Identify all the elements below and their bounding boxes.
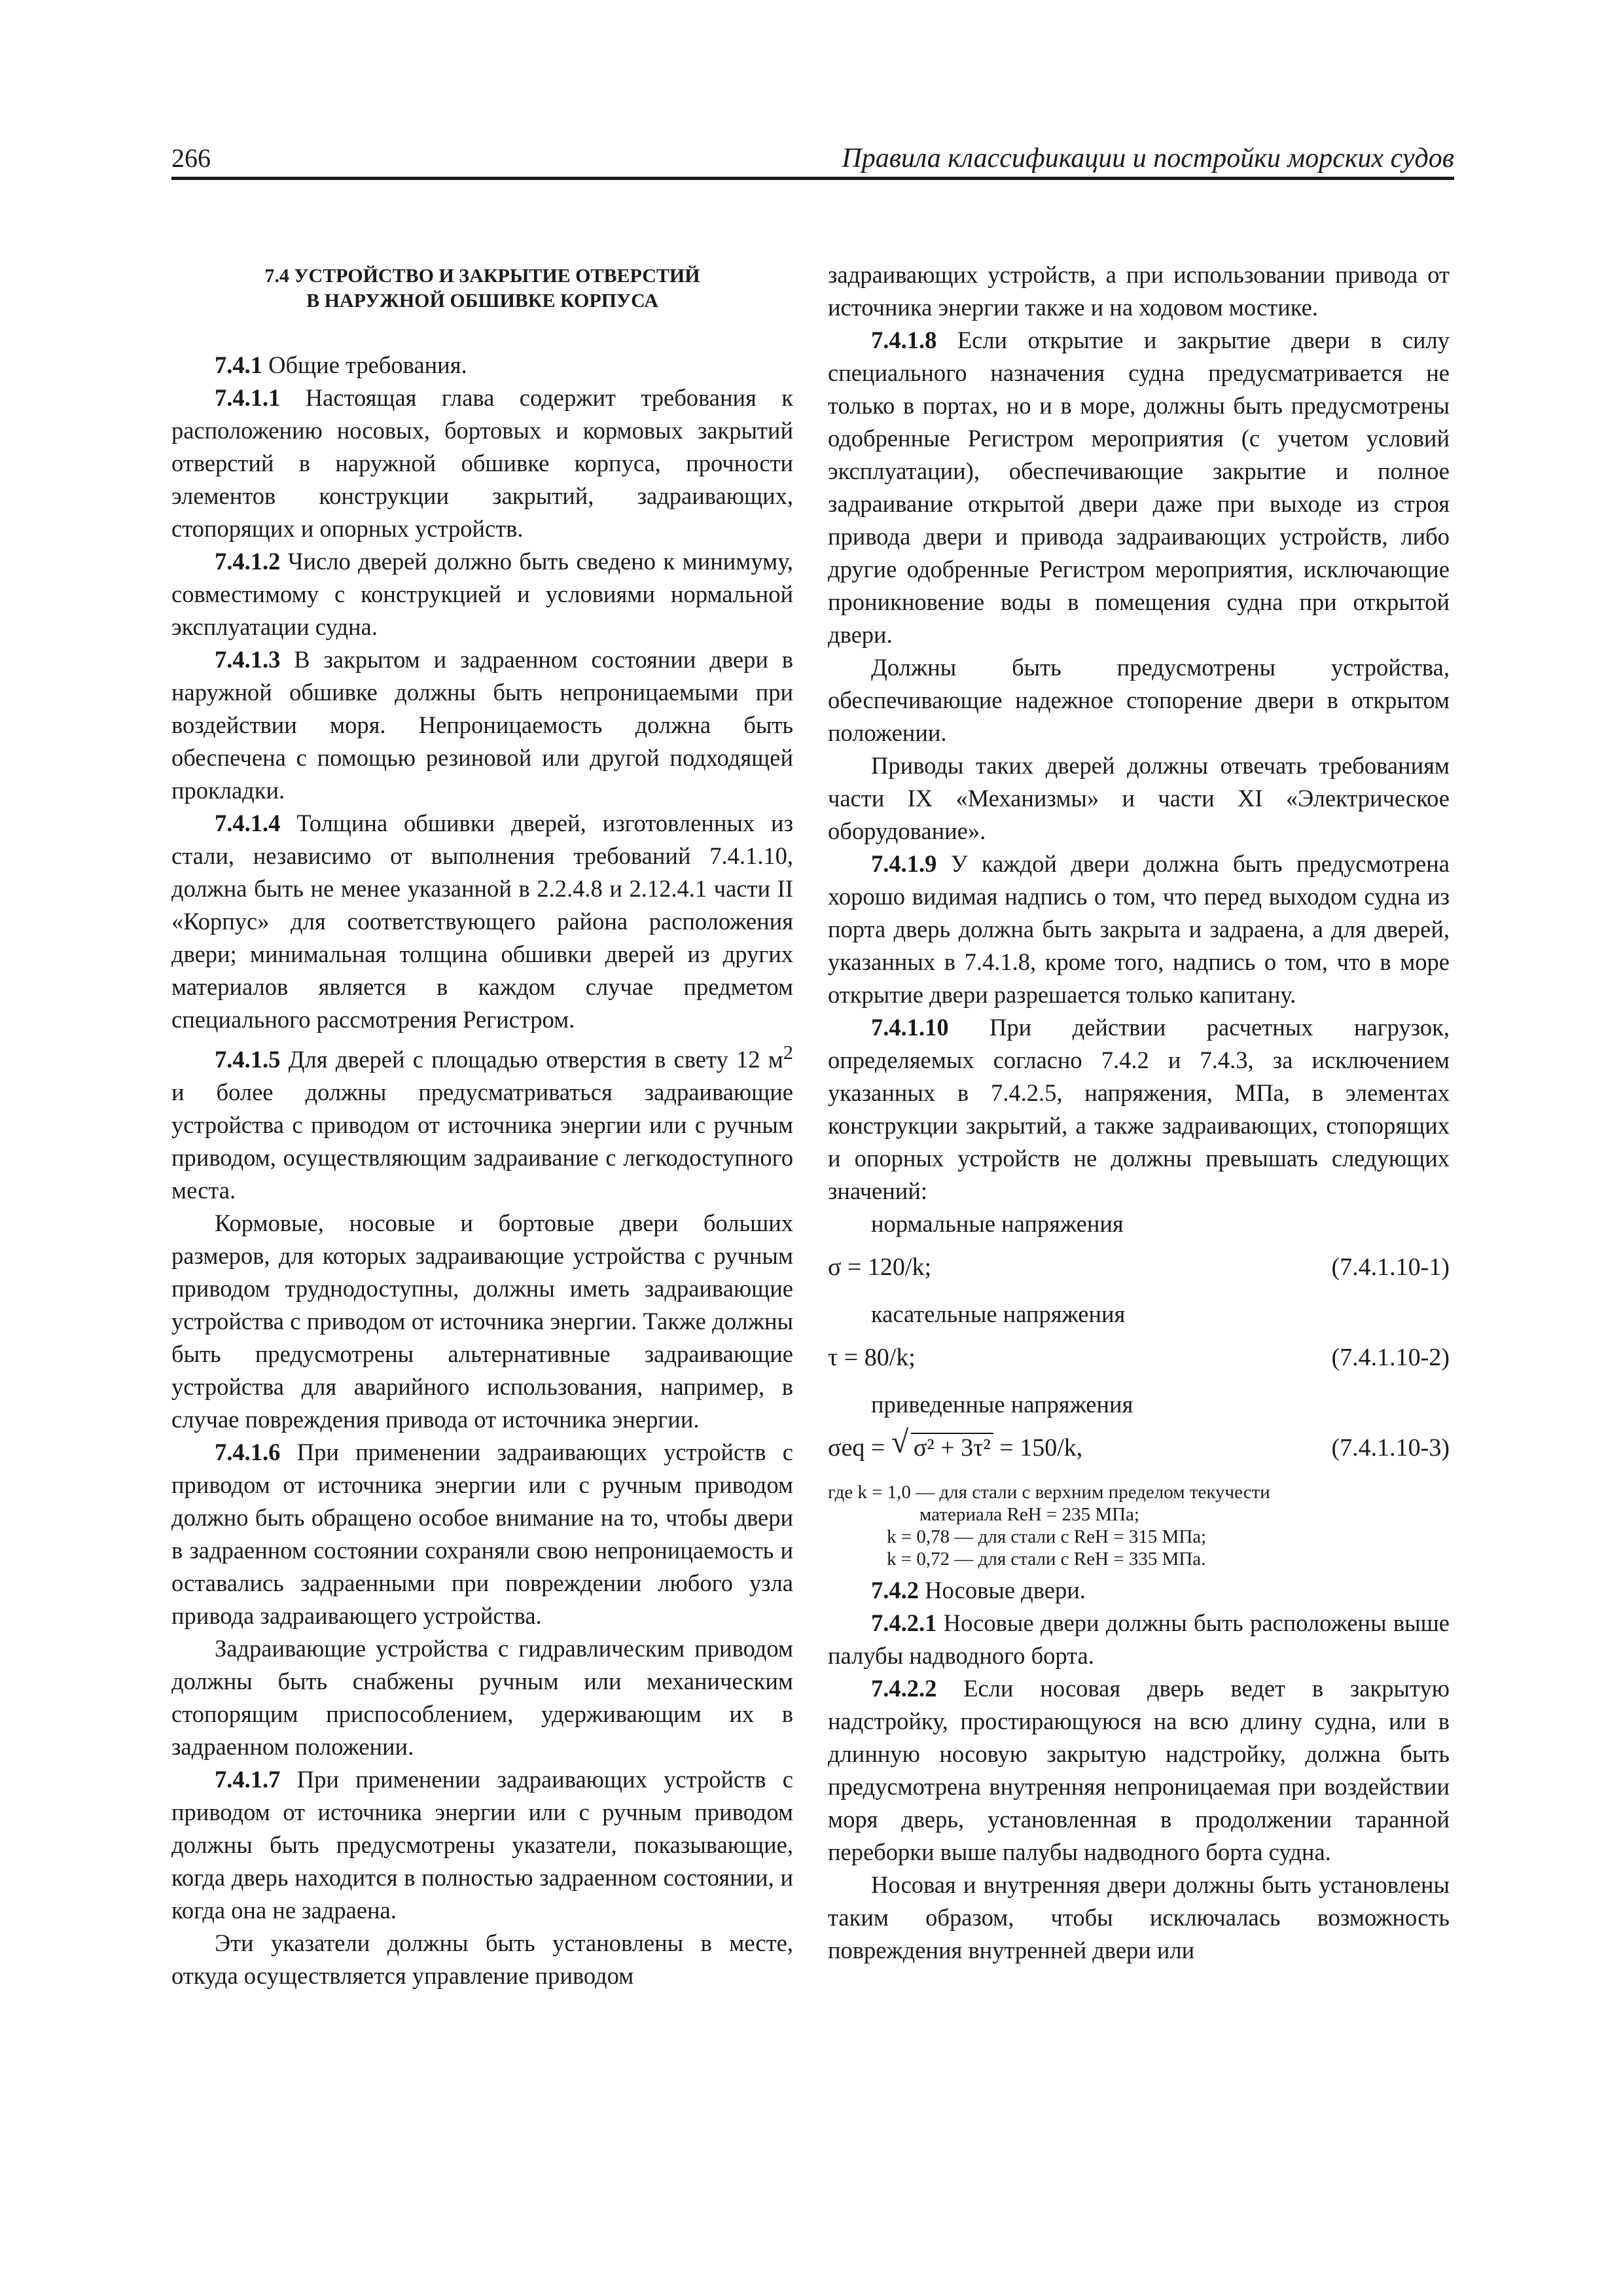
paragraph-text: Настоящая глава содержит требования к расположению носовых, бортовых и кормовых закрытий отверстий в наружной обшивке корпуса, прочности элементов конструкции закрытий, задраивающих, стопорящих и опорных устройств. [171,384,793,542]
paragraph-text: Если носовая дверь ведет в закрытую надстройку, простирающуюся на всю длину судна, или в длинную носовую закрытую надстройку, должна быть предусмотрена внутренняя непроницаемая при воздействии моря дверь, установленная в продолжении таранной переборки выше палубы надводного борта судна. [828,1675,1450,1865]
formula-legend [828,1481,1450,1570]
paragraph-text: Носовые двери. [919,1577,1086,1604]
paragraph-stern-doors: Кормовые, носовые и бортовые двери больших размеров, для которых задраивающие устройства с ручным приводом труднодоступны, должны иметь задраивающие устройства с приводом от источника энергии. Также должны быть предусмотрены альтернативные задраивающие устройства для аварийного использования, например, в случае повреждения привода от источника энергии. [171,1210,793,1433]
formula-3-number: (7.4.1.10-3) [1331,1434,1450,1462]
label-normal-stress: нормальные напряжения [871,1210,1124,1237]
formula-2-expression: τ = 80/k; [828,1344,916,1371]
paragraph-locking: Должны быть предусмотрены устройства, обеспечивающие надежное стопорение двери в открытом положении. [828,654,1450,746]
clause-number: 7.4.1.5 [215,1046,281,1073]
left-column [171,259,793,1992]
formula-2-number: (7.4.1.10-2) [1331,1344,1450,1371]
clause-number: 7.4.1.6 [215,1439,281,1466]
clause-number: 7.4.1.3 [215,646,281,673]
superscript: 2 [783,1041,793,1064]
paragraph-7-4-1-3 [171,643,793,807]
section-heading [171,264,793,314]
clause-number: 7.4.1 [215,351,262,378]
paragraph-text: При применении задраивающих устройств с приводом от источника энергии или с ручным приводом должны быть предусмотрены указатели, показывающие, когда дверь находится в полностью задраенном состоянии, и когда она не задраена. [171,1766,793,1924]
formula-3 [828,1425,1450,1477]
paragraph-7-4-1-1 [171,382,793,545]
paragraph-text: При действии расчетных нагрузок, определяемых согласно 7.4.2 и 7.4.3, за исключением указанных в 7.4.2.5, напряжения, МПа, в элементах конструкции закрытий, а также задраивающих, стопорящих и опорных устройств не должны превышать следующих значений: [828,1014,1450,1204]
paragraph-hydraulic: Задраивающие устройства с гидравлическим приводом должны быть снабжены ручным или механическим стопорящим приспособлением, удерживающим их в задраенном положении. [171,1635,793,1761]
formula-3-rhs: = 150/k, [993,1434,1083,1462]
paragraph-text: У каждой двери должна быть предусмотрена хорошо видимая надпись о том, что перед выходом судна из порта дверь должна быть закрыта и задраена, а для дверей, указанных в 7.4.1.8, кроме того, надпись о том, что в море открытие двери разрешается только капитану. [828,850,1450,1008]
radicand: σ² + 3τ² [911,1433,993,1462]
legend-line-4: k = 0,72 — для стали с ReH = 335 МПа. [887,1549,1206,1570]
paragraph-7-4-1-6 [171,1436,793,1632]
label-shear-stress: касательные напряжения [871,1300,1126,1327]
right-column [828,259,1450,1967]
square-root [891,1425,993,1464]
formula-3-lhs: σeq = [828,1434,891,1462]
paragraph-text: Для дверей с площадью отверстия в свету 12 м [280,1046,783,1073]
clause-number: 7.4.2 [871,1577,919,1604]
clause-number: 7.4.1.9 [871,850,937,877]
paragraph-7-4-1-10 [828,1011,1450,1208]
formula-3-expression [828,1425,1083,1464]
clause-number: 7.4.1.8 [871,327,937,353]
label-reduced-stress: приведенные напряжения [871,1391,1133,1418]
paragraph-text: При применении задраивающих устройств с приводом от источника энергии или с ручным приводом должно быть обращено особое внимание на то, чтобы двери в задраенном состоянии сохраняли свою непроницаемость и оставались задраенными при повреждении любого узла привода задраивающего устройства. [171,1439,793,1630]
paragraph-bow-inner-doors: Носовая и внутренняя двери должны быть установлены таким образом, чтобы исключалась возможность повреждения внутренней двери или [828,1871,1450,1964]
paragraph-drives: Приводы таких дверей должны отвечать требованиям части IX «Механизмы» и части XI «Электрическое оборудование». [828,752,1450,844]
formula-1 [828,1244,1450,1294]
paragraph-indicators: Эти указатели должны быть установлены в месте, откуда осуществляется управление приводом [171,1929,793,1990]
page-number: 266 [171,143,211,173]
paragraph-7-4-1-9 [828,848,1450,1011]
paragraph-text: и более должны предусматриваться задраивающие устройства с приводом от источника энергии или с ручным приводом, осуществляющим задраивание с легкодоступного места. [171,1079,793,1204]
clause-number: 7.4.2.1 [871,1609,937,1636]
legend-line-2: материала ReH = 235 МПа; [919,1504,1139,1525]
paragraph-text: Носовые двери должны быть расположены выше палубы надводного борта. [828,1609,1450,1669]
section-heading-line-1: 7.4 УСТРОЙСТВО И ЗАКРЫТИЕ ОТВЕРСТИЙ [264,265,700,287]
page-header [171,143,1454,181]
formula-2 [828,1335,1450,1384]
paragraph-text: Если открытие и закрытие двери в силу специального назначения судна предусматривается не только в портах, но и в море, должны быть предусмотрены одобренные Регистром мероприятия (с учетом условий эксплуатации), обеспечивающие закрытие и полное задраивание открытой двери даже при выходе из строя привода двери и привода задраивающих устройств, либо другие одобренные Регистром мероприятия, исключающие проникновение воды в помещения судна при открытой двери. [828,327,1450,648]
paragraph-text: Число дверей должно быть сведено к минимуму, совместимому с конструкцией и условиями нормальной эксплуатации судна. [171,548,793,640]
paragraph-7-4-1-5 [171,1036,793,1207]
radical-sign-icon: √ [891,1425,909,1460]
paragraph-7-4-2-2 [828,1672,1450,1869]
clause-number: 7.4.1.10 [871,1014,949,1041]
clause-number: 7.4.1.2 [215,548,281,575]
paragraph-7-4-1-4 [171,807,793,1036]
clause-number: 7.4.2.2 [871,1675,937,1702]
paragraph-7-4-2 [828,1574,1450,1607]
paragraph-7-4-1-7 [171,1763,793,1927]
legend-line-3: k = 0,78 — для стали с ReH = 315 МПа; [887,1526,1207,1547]
formula-1-number: (7.4.1.10-1) [1331,1253,1450,1281]
running-title: Правила классификации и постройки морских судов [842,143,1454,173]
section-heading-line-2: В НАРУЖНОЙ ОБШИВКЕ КОРПУСА [306,290,658,312]
formula-1-expression: σ = 120/k; [828,1253,932,1281]
paragraph-text: Толщина обшивки дверей, изготовленных из стали, независимо от выполнения требований 7.4.1.10, должна быть не менее указанной в 2.2.4.8 и 2.12.4.1 части II «Корпус» для соответствующего района расположения двери; минимальная толщина обшивки дверей из других материалов является в каждом случае предметом специального рассмотрения Регистром. [171,810,793,1033]
clause-number: 7.4.1.1 [215,384,281,411]
paragraph-7-4-1 [171,349,793,382]
clause-number: 7.4.1.4 [215,810,281,836]
paragraph-7-4-2-1 [828,1607,1450,1672]
paragraph-text: Общие требования. [262,351,467,378]
header-rule [171,177,1454,180]
paragraph-text: В закрытом и задраенном состоянии двери в наружной обшивке должны быть непроницаемыми при воздействии моря. Непроницаемость должна быть обеспечена с помощью резиновой или другой подходящей прокладки. [171,646,793,804]
paragraph-continuation: задраивающих устройств, а при использовании привода от источника энергии также и на ходовом мостике. [828,261,1450,321]
clause-number: 7.4.1.7 [215,1766,281,1793]
legend-line-1: где k = 1,0 — для стали с верхним пределом текучести [828,1482,1270,1503]
paragraph-7-4-1-2 [171,545,793,643]
paragraph-7-4-1-8 [828,324,1450,651]
